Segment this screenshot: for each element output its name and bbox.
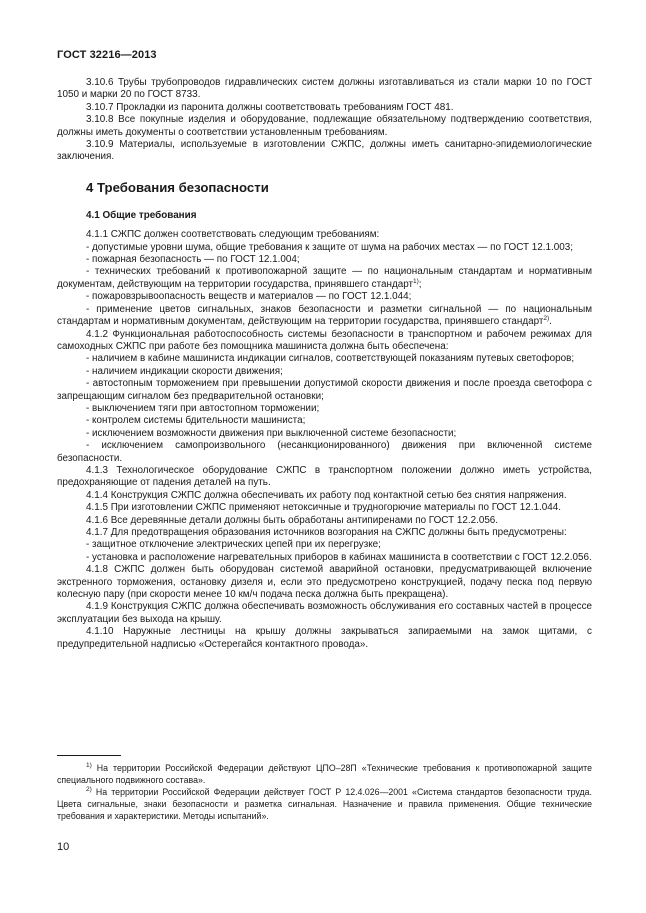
footnote-1 xyxy=(57,762,592,786)
standard-header: ГОСТ 32216—2013 xyxy=(57,49,157,61)
list-item-explosion: - пожаровзрывоопасность веществ и материалов — по ГОСТ 12.1.044; xyxy=(86,291,412,303)
footnote-ref-2: 2) xyxy=(543,315,550,323)
list-item-fire-protection-end: ; xyxy=(418,278,422,290)
paragraph-4-1-5: 4.1.5 При изготовлении СЖПС применяют нетоксичные и трудногорючие материалы по ГОСТ 12.1.044. xyxy=(86,502,561,514)
list-item-signal-colors-text: - применение цветов сигнальных, знаков безопасности и разметки сигнальной — по национальным стандартам и нормативным документам, действующим на территории государства, принявшего стандарт xyxy=(57,303,592,328)
footnotes xyxy=(57,762,592,822)
list-item-fire-protection xyxy=(57,266,592,291)
list-item-exclude-spontaneous: - исключением самопроизвольного (несанкционированного) движения при включенной системе безопасности. xyxy=(57,440,592,464)
paragraph-4-1-9: 4.1.9 Конструкция СЖПС должна обеспечивать возможность обслуживания его составных частей в процессе эксплуатации без выхода на крышу. xyxy=(57,601,592,625)
list-item-autostop: - автостопным торможением при превышении допустимой скорости движения и после проезда светофора с запрещающим сигналом без предварительной остановки; xyxy=(57,378,592,402)
paragraph-4-1-6: 4.1.6 Все деревянные детали должны быть обработаны антипиренами по ГОСТ 12.2.056. xyxy=(86,514,499,526)
list-item-fire: - пожарная безопасность — по ГОСТ 12.1.004; xyxy=(86,254,300,266)
section-4-heading: 4 Требования безопасности xyxy=(86,179,269,195)
footnote-1-text: На территории Российской Федерации действуют ЦПО–28П «Технические требования к противопожарной защите специального подвижного состава». xyxy=(57,763,592,785)
section-4-1-heading: 4.1 Общие требования xyxy=(86,209,197,221)
list-item-traction-off: - выключением тяги при автостопном торможении; xyxy=(86,402,320,414)
footnote-mark-1: 1) xyxy=(86,762,92,769)
list-item-signal-colors-end: . xyxy=(549,316,552,328)
list-item-noise: - допустимые уровни шума, общие требования к защите от шума на рабочих местах — по ГОСТ 12.1.003; xyxy=(86,241,573,253)
footnote-mark-2: 2) xyxy=(86,786,92,793)
list-item-exclude-motion: - исключением возможности движения при выключенной системе безопасности; xyxy=(86,427,457,439)
list-item-fire-protection-text: - технических требований к противопожарной защите — по национальным стандартам и нормативным документам, действующим на территории государства, принявшего стандарт xyxy=(57,266,592,290)
paragraph-3-10-9: 3.10.9 Материалы, используемые в изготовлении СЖПС, должны иметь санитарно-эпидемиологические заключения. xyxy=(57,139,592,163)
paragraph-4-1-10: 4.1.10 Наружные лестницы на крышу должны закрываться запираемыми на замок щитами, с предупредительной надписью «Остерегайся контактного провода». xyxy=(57,626,592,650)
paragraph-4-1-3: 4.1.3 Технологическое оборудование СЖПС в транспортном положении должно иметь устройства, предохраняющие от падения деталей на путь. xyxy=(57,464,592,489)
paragraph-3-10-8: 3.10.8 Все покупные изделия и оборудование, подлежащие обязательному подтверждению соответствия, должны иметь документы о соответствии установленным требованиям. xyxy=(57,114,592,138)
list-item-speed-indication: - наличием индикации скорости движения; xyxy=(86,365,283,377)
paragraph-3-10-7: 3.10.7 Прокладки из паронита должны соответствовать требованиям ГОСТ 481. xyxy=(86,101,454,113)
list-item-signal-colors xyxy=(57,304,592,329)
paragraph-4-1-7: 4.1.7 Для предотвращения образования источников возгорания на СЖПС должны быть предусмотрены: xyxy=(86,527,567,538)
footnote-2-text: На территории Российской Федерации действует ГОСТ Р 12.4.026—2001 «Система стандартов безопасности труда. Цвета сигнальные, знаки безопасности и разметка сигнальная. Назначение и правила применения. Общие технические требования и характеристики. Методы испытаний». xyxy=(57,787,592,821)
page-number: 10 xyxy=(57,841,70,853)
list-item-protective-shutdown: - защитное отключение электрических цепей при их перегрузке; xyxy=(86,539,381,551)
footnote-ref-1: 1) xyxy=(413,277,419,285)
paragraph-3-10-6: 3.10.6 Трубы трубопроводов гидравлических систем должны изготавливаться из стали марки 10 по ГОСТ 1050 и марки 20 по ГОСТ 8733. xyxy=(57,77,592,101)
list-item-heating-devices: - установка и расположение нагревательных приборов в кабинах машиниста в соответствии с ГОСТ 12.2.056. xyxy=(86,551,592,563)
body-text xyxy=(57,77,592,651)
footnote-2 xyxy=(57,786,592,822)
list-item-cab-signals: - наличием в кабине машиниста индикации сигналов, соответствующей показаниям путевых светофоров; xyxy=(86,353,575,365)
footnote-divider xyxy=(57,755,121,756)
paragraph-4-1-1: 4.1.1 СЖПС должен соответствовать следующим требованиям: xyxy=(86,229,380,241)
list-item-vigilance: - контролем системы бдительности машиниста; xyxy=(86,415,306,427)
paragraph-4-1-4: 4.1.4 Конструкция СЖПС должна обеспечивать их работу под контактной сетью без снятия напряжения. xyxy=(86,489,567,501)
paragraph-4-1-2: 4.1.2 Функциональная работоспособность системы безопасности в транспортном и рабочем режимах для самоходных СЖПС при работе без помощника машиниста должна быть обеспечена: xyxy=(57,328,592,352)
paragraph-4-1-8: 4.1.8 СЖПС должен быть оборудован системой аварийной остановки, предусматривающей включение экстренного торможения, остановку дизеля и, если это предусмотрено конструкцией, подачу песка под первую колесную пару (при скорости менее 10 км/ч подача песка должна быть прекращена). xyxy=(57,564,592,601)
